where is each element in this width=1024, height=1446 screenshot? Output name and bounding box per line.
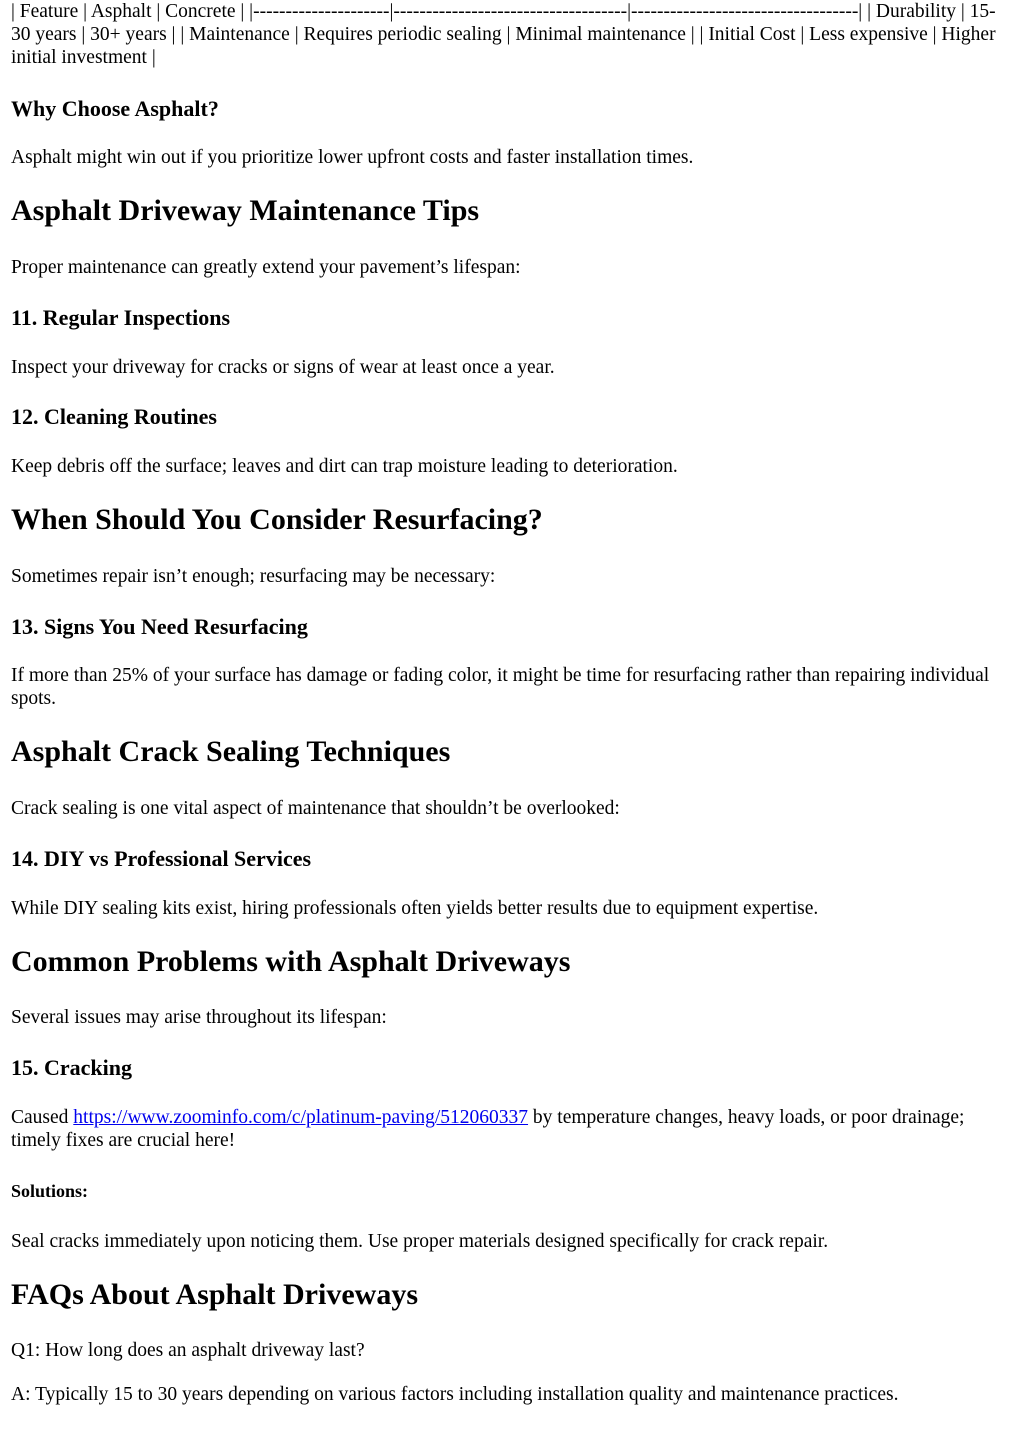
cracking-heading: 15. Cracking bbox=[11, 1055, 132, 1080]
signs-text: If more than 25% of your surface has damage or fading color, it might be time for resurfacing rather than repairing individual spots. bbox=[11, 665, 990, 709]
maintenance-intro: Proper maintenance can greatly extend your pavement’s lifespan: bbox=[11, 257, 521, 278]
why-asphalt-text: Asphalt might win out if you prioritize lower upfront costs and faster installation times. bbox=[11, 147, 694, 168]
cracking-text-before: Caused bbox=[11, 1107, 74, 1128]
solutions-text: Seal cracks immediately upon noticing them. Use proper materials designed specifically for crack repair. bbox=[11, 1231, 829, 1252]
common-problems-heading: Common Problems with Asphalt Driveways bbox=[11, 945, 571, 978]
cleaning-text: Keep debris off the surface; leaves and dirt can trap moisture leading to deterioration. bbox=[11, 456, 678, 477]
faqs-heading: FAQs About Asphalt Driveways bbox=[11, 1278, 418, 1311]
inspections-text: Inspect your driveway for cracks or signs of wear at least once a year. bbox=[11, 357, 555, 378]
zoominfo-link[interactable]: https://www.zoominfo.com/c/platinum-paving/512060337 bbox=[73, 1107, 529, 1128]
diy-text: While DIY sealing kits exist, hiring professionals often yields better results due to equipment expertise. bbox=[11, 898, 819, 919]
why-asphalt-heading: Why Choose Asphalt? bbox=[11, 96, 219, 121]
resurfacing-intro: Sometimes repair isn’t enough; resurfacing may be necessary: bbox=[11, 566, 496, 587]
solutions-label: Solutions: bbox=[11, 1181, 89, 1201]
faq-question-1: Q1: How long does an asphalt driveway last? bbox=[11, 1340, 365, 1361]
crack-sealing-heading: Asphalt Crack Sealing Techniques bbox=[11, 735, 451, 768]
resurfacing-heading: When Should You Consider Resurfacing? bbox=[11, 503, 543, 536]
cleaning-heading: 12. Cleaning Routines bbox=[11, 404, 217, 429]
diy-heading: 14. DIY vs Professional Services bbox=[11, 846, 312, 871]
crack-sealing-intro: Crack sealing is one vital aspect of maintenance that shouldn’t be overlooked: bbox=[11, 798, 620, 819]
inspections-heading: 11. Regular Inspections bbox=[11, 305, 231, 330]
problems-intro: Several issues may arise throughout its lifespan: bbox=[11, 1007, 387, 1028]
cracking-text bbox=[11, 1106, 1013, 1152]
faq-answer-1: A: Typically 15 to 30 years depending on various factors including installation quality and maintenance practices. bbox=[11, 1384, 899, 1405]
cracking-text-after: by temperature changes, heavy loads, or poor drainage; timely fixes are crucial here! bbox=[11, 1107, 965, 1151]
maintenance-tips-heading: Asphalt Driveway Maintenance Tips bbox=[11, 194, 480, 227]
comparison-table-markdown: | Feature | Asphalt | Concrete | |---------------------|------------------------------------|-----------------------------------| | Durability | 15-30 years | 30+ years | | Maintenance | Requires periodic sealing | Minimal maintenance | | Initial Cost | Less expensive | Higher initial investment | bbox=[11, 1, 996, 68]
signs-heading: 13. Signs You Need Resurfacing bbox=[11, 614, 308, 639]
